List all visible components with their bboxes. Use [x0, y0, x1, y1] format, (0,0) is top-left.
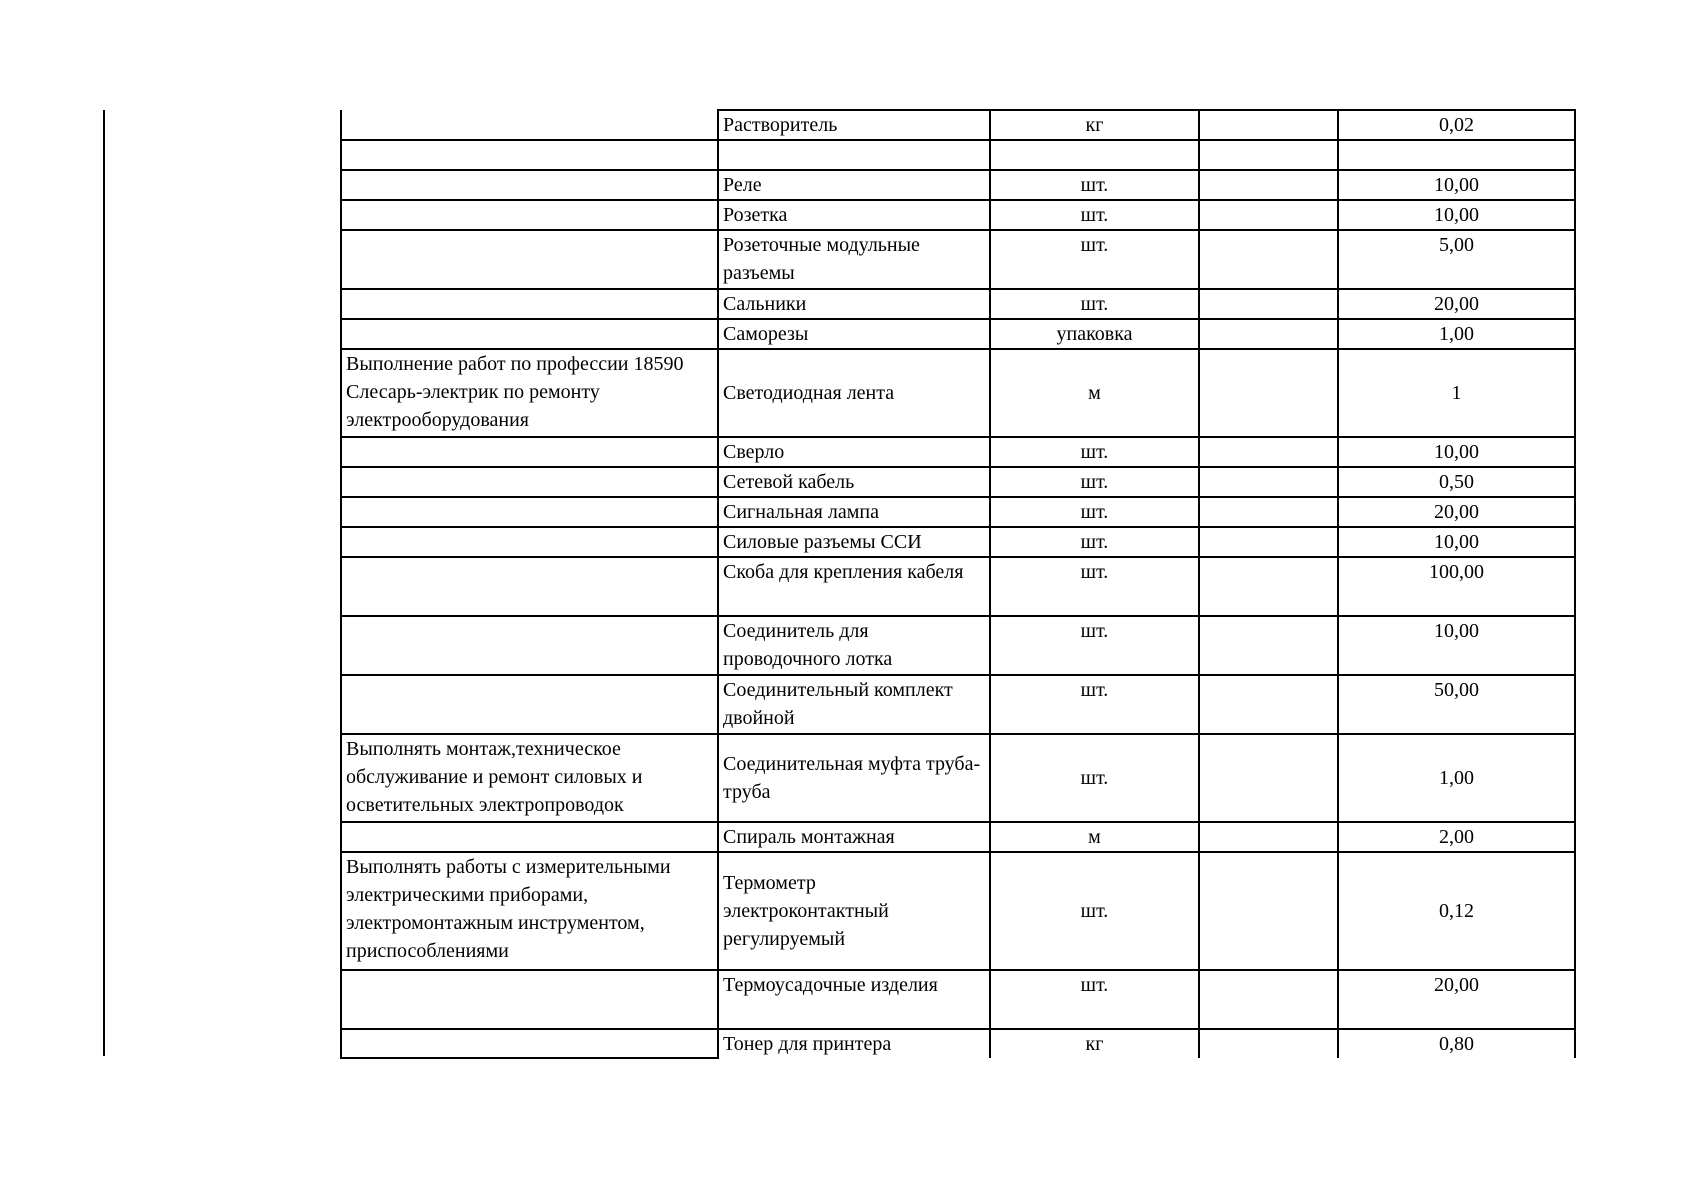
- unit-cell: шт.: [990, 734, 1199, 822]
- quantity-cell: 1,00: [1338, 319, 1575, 349]
- material-name-cell: Сигнальная лампа: [718, 497, 990, 527]
- competence-cell: [341, 170, 718, 200]
- unit-cell: шт.: [990, 230, 1199, 289]
- table-row: [341, 675, 1575, 734]
- empty-cell: [1199, 437, 1338, 467]
- competence-cell: [341, 230, 718, 289]
- unit-cell: шт.: [990, 557, 1199, 616]
- unit-cell: кг: [990, 1029, 1199, 1058]
- quantity-cell: 0,50: [1338, 467, 1575, 497]
- unit-cell: шт.: [990, 970, 1199, 1029]
- empty-cell: [1199, 140, 1338, 170]
- competence-cell: [341, 497, 718, 527]
- table-row: [341, 616, 1575, 675]
- table-row: [341, 230, 1575, 289]
- quantity-cell: [1338, 140, 1575, 170]
- quantity-cell: 5,00: [1338, 230, 1575, 289]
- quantity-cell: 100,00: [1338, 557, 1575, 616]
- empty-cell: [1199, 200, 1338, 230]
- quantity-cell: 20,00: [1338, 970, 1575, 1029]
- competence-cell: [341, 437, 718, 467]
- material-name-cell: Реле: [718, 170, 990, 200]
- empty-cell: [1199, 467, 1338, 497]
- unit-cell: шт.: [990, 289, 1199, 319]
- material-name-cell: Розеточные модульные разъемы: [718, 230, 990, 289]
- competence-cell: [341, 110, 718, 140]
- quantity-cell: 10,00: [1338, 200, 1575, 230]
- empty-cell: [1199, 527, 1338, 557]
- left-margin-rule: [103, 110, 105, 1056]
- table-row: [341, 319, 1575, 349]
- unit-cell: шт.: [990, 527, 1199, 557]
- empty-cell: [1199, 110, 1338, 140]
- unit-cell: шт.: [990, 675, 1199, 734]
- competence-cell: [341, 616, 718, 675]
- table-row: [341, 289, 1575, 319]
- table-row: [341, 970, 1575, 1029]
- table-row: [341, 170, 1575, 200]
- empty-cell: [1199, 170, 1338, 200]
- material-name-cell: Термометр электроконтактный регулируемый: [718, 852, 990, 970]
- competence-cell: [341, 822, 718, 852]
- quantity-cell: 2,00: [1338, 822, 1575, 852]
- material-name-cell: Соединительная муфта труба-труба: [718, 734, 990, 822]
- material-name-cell: Скоба для крепления кабеля: [718, 557, 990, 616]
- empty-cell: [1199, 497, 1338, 527]
- quantity-cell: 10,00: [1338, 437, 1575, 467]
- unit-cell: м: [990, 822, 1199, 852]
- unit-cell: шт.: [990, 616, 1199, 675]
- quantity-cell: 20,00: [1338, 497, 1575, 527]
- empty-cell: [1199, 230, 1338, 289]
- competence-cell: [341, 557, 718, 616]
- competence-cell: Выполнение работ по профессии 18590 Слесарь-электрик по ремонту электрооборудования: [341, 349, 718, 437]
- material-name-cell: Светодиодная лента: [718, 349, 990, 437]
- material-name-cell: Сверло: [718, 437, 990, 467]
- empty-cell: [1199, 822, 1338, 852]
- quantity-cell: 10,00: [1338, 527, 1575, 557]
- table-row: [341, 110, 1575, 140]
- material-name-cell: Соединительный комплект двойной: [718, 675, 990, 734]
- unit-cell: шт.: [990, 497, 1199, 527]
- unit-cell: шт.: [990, 467, 1199, 497]
- empty-cell: [1199, 289, 1338, 319]
- competence-cell: [341, 200, 718, 230]
- competence-cell: [341, 140, 718, 170]
- unit-cell: м: [990, 349, 1199, 437]
- competence-cell: [341, 675, 718, 734]
- unit-cell: шт.: [990, 170, 1199, 200]
- material-name-cell: Термоусадочные изделия: [718, 970, 990, 1029]
- material-name-cell: Розетка: [718, 200, 990, 230]
- table-row: [341, 200, 1575, 230]
- competence-cell: [341, 970, 718, 1029]
- quantity-cell: 1,00: [1338, 734, 1575, 822]
- material-name-cell: Сетевой кабель: [718, 467, 990, 497]
- competence-cell: Выполнять монтаж,техническое обслуживание и ремонт силовых и осветительных электропроводок: [341, 734, 718, 822]
- table-row: [341, 734, 1575, 822]
- empty-cell: [1199, 852, 1338, 970]
- empty-cell: [1199, 970, 1338, 1029]
- materials-table: [340, 109, 1576, 1059]
- competence-cell: [341, 527, 718, 557]
- empty-cell: [1199, 675, 1338, 734]
- table-row: [341, 349, 1575, 437]
- quantity-cell: 0,02: [1338, 110, 1575, 140]
- quantity-cell: 50,00: [1338, 675, 1575, 734]
- material-name-cell: Соединитель для проводочного лотка: [718, 616, 990, 675]
- quantity-cell: 0,80: [1338, 1029, 1575, 1058]
- empty-cell: [1199, 349, 1338, 437]
- table-row: [341, 852, 1575, 970]
- competence-cell: [341, 1029, 718, 1058]
- empty-cell: [1199, 319, 1338, 349]
- material-name-cell: Тонер для принтера: [718, 1029, 990, 1058]
- table-row: [341, 557, 1575, 616]
- material-name-cell: Растворитель: [718, 110, 990, 140]
- competence-cell: [341, 319, 718, 349]
- unit-cell: шт.: [990, 852, 1199, 970]
- empty-cell: [1199, 557, 1338, 616]
- table-row: [341, 527, 1575, 557]
- unit-cell: кг: [990, 110, 1199, 140]
- table-row: [341, 437, 1575, 467]
- material-name-cell: [718, 140, 990, 170]
- unit-cell: [990, 140, 1199, 170]
- table-row: [341, 140, 1575, 170]
- competence-cell: Выполнять работы с измерительными электрическими приборами, электромонтажным инструментом, приспособлениями: [341, 852, 718, 970]
- table-row: [341, 1029, 1575, 1058]
- unit-cell: шт.: [990, 200, 1199, 230]
- table-row: [341, 497, 1575, 527]
- material-name-cell: Силовые разъемы ССИ: [718, 527, 990, 557]
- unit-cell: упаковка: [990, 319, 1199, 349]
- table-row: [341, 467, 1575, 497]
- material-name-cell: Саморезы: [718, 319, 990, 349]
- materials-table-container: [340, 109, 1576, 1059]
- empty-cell: [1199, 616, 1338, 675]
- material-name-cell: Сальники: [718, 289, 990, 319]
- quantity-cell: 0,12: [1338, 852, 1575, 970]
- quantity-cell: 1: [1338, 349, 1575, 437]
- table-row: [341, 822, 1575, 852]
- competence-cell: [341, 289, 718, 319]
- competence-cell: [341, 467, 718, 497]
- quantity-cell: 10,00: [1338, 616, 1575, 675]
- quantity-cell: 10,00: [1338, 170, 1575, 200]
- empty-cell: [1199, 734, 1338, 822]
- unit-cell: шт.: [990, 437, 1199, 467]
- empty-cell: [1199, 1029, 1338, 1058]
- material-name-cell: Спираль монтажная: [718, 822, 990, 852]
- quantity-cell: 20,00: [1338, 289, 1575, 319]
